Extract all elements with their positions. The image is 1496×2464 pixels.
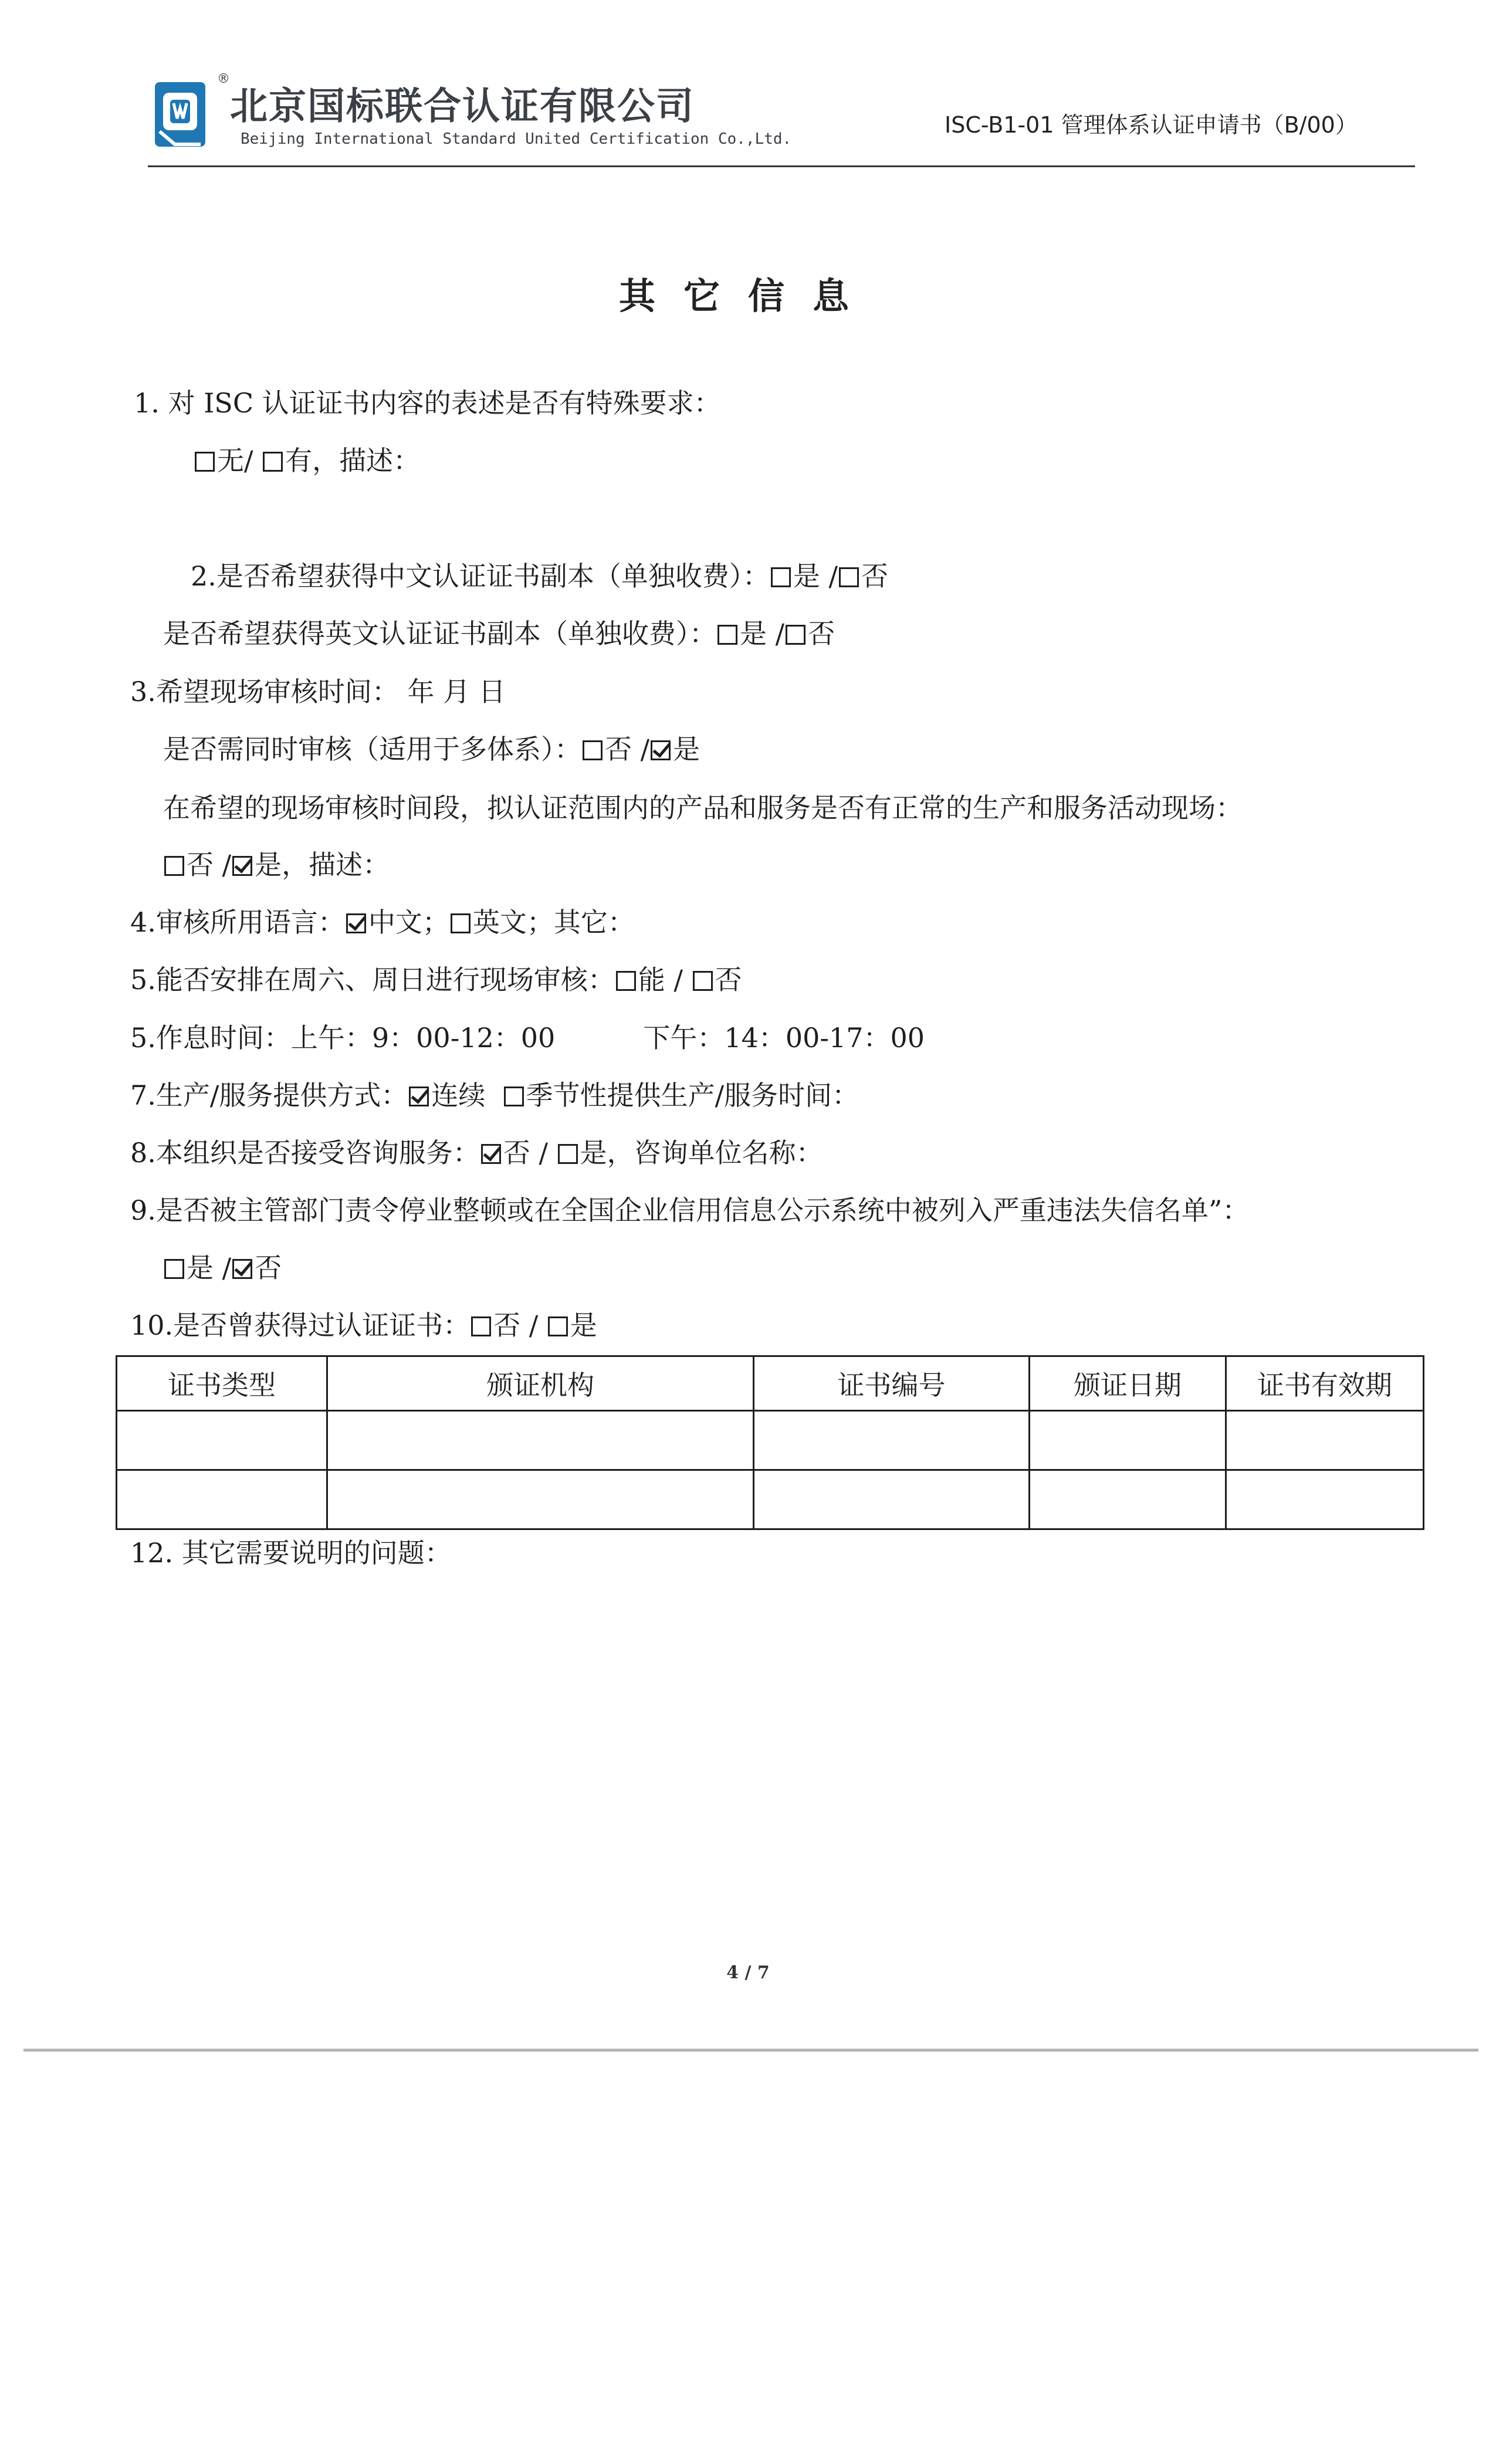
question-2b-text: 是否希望获得英文认证证书副本（单独收费）： xyxy=(163,618,716,649)
question-3-simultaneous xyxy=(163,733,700,766)
question-10 xyxy=(130,1309,597,1342)
checkbox-icon[interactable] xyxy=(195,452,215,472)
column-header-cert-type: 证书类型 xyxy=(117,1356,327,1411)
checkbox-icon[interactable] xyxy=(693,971,713,991)
table-cell[interactable] xyxy=(1226,1411,1424,1470)
company-name-cn: 北京国标联合认证有限公司 xyxy=(230,85,695,128)
checkbox-icon[interactable] xyxy=(263,452,283,472)
isc-logo-icon xyxy=(151,75,216,151)
checkbox-icon[interactable] xyxy=(232,1259,252,1279)
checkbox-icon[interactable] xyxy=(548,1316,568,1336)
question-1-options xyxy=(194,445,420,477)
option-label: 否 xyxy=(255,1252,282,1284)
option-label: 是 xyxy=(570,1309,597,1341)
question-2-chinese-copy xyxy=(191,560,888,593)
option-label: 其它： xyxy=(553,906,635,938)
table-cell[interactable] xyxy=(754,1411,1030,1470)
question-4-text: 4.审核所用语言： xyxy=(130,906,345,938)
table-cell[interactable] xyxy=(117,1470,327,1529)
option-label: 否 xyxy=(715,964,742,996)
header-divider xyxy=(148,165,1415,167)
registered-mark: ® xyxy=(217,72,230,86)
checkbox-icon[interactable] xyxy=(481,1144,501,1164)
question-1-text: 1. 对 ISC 认证证书内容的表述是否有特殊要求： xyxy=(134,387,721,419)
column-header-cert-number: 证书编号 xyxy=(754,1356,1030,1411)
option-label: 能 / xyxy=(638,964,692,996)
page-number: 4 / 7 xyxy=(726,1962,770,1983)
blank-area xyxy=(0,2052,1496,2464)
certificate-table xyxy=(116,1355,1424,1530)
question-9 xyxy=(130,1194,1249,1227)
question-3-simul-text: 是否需同时审核（适用于多体系）： xyxy=(163,733,581,765)
table-cell[interactable] xyxy=(754,1470,1030,1529)
option-label: 否 / xyxy=(503,1137,557,1169)
question-8-text: 8.本组织是否接受咨询服务： xyxy=(130,1137,480,1169)
question-9-text: 9.是否被主管部门责令停业整顿或在全国企业信用信息公示系统中被列入严重违法失信名单”： xyxy=(130,1194,1250,1226)
option-label: 无/ xyxy=(217,445,262,476)
option-label: 是，咨询单位名称： xyxy=(580,1137,823,1169)
question-4 xyxy=(130,906,635,939)
question-3-text: 3.希望现场审核时间： 年 月 日 xyxy=(130,676,506,708)
work-hours-am: 5.作息时间：上午：9：00-12：00 xyxy=(130,1022,556,1054)
page-title: 其它信息 xyxy=(618,275,877,317)
table-cell[interactable] xyxy=(327,1411,754,1470)
checkbox-icon[interactable] xyxy=(786,625,805,645)
option-label: 是，描述： xyxy=(255,849,390,881)
checkbox-icon[interactable] xyxy=(164,1259,184,1279)
question-3-activity-options xyxy=(163,849,390,881)
option-label: 是 / xyxy=(740,618,785,649)
table-cell[interactable] xyxy=(117,1411,327,1470)
option-label: 否 / xyxy=(187,849,232,881)
work-hours-pm: 下午：14：00-17：00 xyxy=(643,1022,925,1054)
option-label: 是 / xyxy=(187,1252,232,1284)
column-header-issuer: 颁证机构 xyxy=(327,1356,754,1411)
option-label: 否 / xyxy=(493,1309,547,1341)
question-2a-text: 2.是否希望获得中文认证证书副本（单独收费）： xyxy=(191,560,770,592)
question-3-activity xyxy=(163,792,1243,824)
checkbox-icon[interactable] xyxy=(717,625,737,645)
checkbox-icon[interactable] xyxy=(232,856,252,876)
column-header-validity: 证书有效期 xyxy=(1226,1356,1424,1411)
table-cell[interactable] xyxy=(1030,1470,1226,1529)
checkbox-icon[interactable] xyxy=(471,1316,491,1336)
option-label: 季节性提供生产/服务时间： xyxy=(526,1079,859,1111)
table-row xyxy=(117,1411,1424,1470)
option-label: 否 xyxy=(861,560,889,592)
option-label: 中文； xyxy=(368,906,449,938)
option-label: 连续 xyxy=(431,1079,503,1111)
column-header-issue-date: 颁证日期 xyxy=(1030,1356,1226,1411)
option-label: 是 / xyxy=(793,560,838,592)
question-12-text: 12. 其它需要说明的问题： xyxy=(130,1537,452,1569)
document-code: ISC-B1-01 管理体系认证申请书（B/00） xyxy=(945,112,1358,138)
question-7 xyxy=(130,1079,859,1112)
table-cell[interactable] xyxy=(1030,1411,1226,1470)
option-label: 否 / xyxy=(605,733,650,765)
question-7-text: 7.生产/服务提供方式： xyxy=(130,1079,408,1111)
table-header-row xyxy=(117,1356,1424,1411)
checkbox-icon[interactable] xyxy=(558,1144,578,1164)
checkbox-icon[interactable] xyxy=(409,1087,429,1106)
checkbox-icon[interactable] xyxy=(839,567,859,587)
question-2-english-copy xyxy=(163,618,835,650)
checkbox-icon[interactable] xyxy=(616,971,636,991)
checkbox-icon[interactable] xyxy=(651,740,671,760)
question-5-text: 5.能否安排在周六、周日进行现场审核： xyxy=(130,964,615,996)
checkbox-icon[interactable] xyxy=(583,740,603,760)
question-1 xyxy=(134,387,721,419)
question-9-options xyxy=(163,1252,282,1284)
table-cell[interactable] xyxy=(327,1470,754,1529)
table-cell[interactable] xyxy=(1226,1470,1424,1529)
checkbox-icon[interactable] xyxy=(451,913,471,933)
question-5 xyxy=(130,964,742,996)
option-label: 英文； xyxy=(472,906,554,938)
checkbox-icon[interactable] xyxy=(346,913,366,933)
question-12 xyxy=(130,1537,452,1569)
table-row xyxy=(117,1470,1424,1529)
checkbox-icon[interactable] xyxy=(164,856,184,876)
question-3 xyxy=(130,676,506,708)
option-label: 是 xyxy=(673,733,700,765)
checkbox-icon[interactable] xyxy=(504,1087,524,1106)
option-label: 否 xyxy=(808,618,835,649)
option-label: 有，描述： xyxy=(285,445,421,476)
question-3-activity-text: 在希望的现场审核时间段，拟认证范围内的产品和服务是否有正常的生产和服务活动现场： xyxy=(163,792,1243,824)
question-8 xyxy=(130,1137,823,1169)
question-work-hours xyxy=(130,1022,925,1054)
company-name-en: Beijing International Standard United Certification Co.,Ltd. xyxy=(241,130,792,148)
checkbox-icon[interactable] xyxy=(771,567,791,587)
question-10-text: 10.是否曾获得过认证证书： xyxy=(130,1309,471,1341)
